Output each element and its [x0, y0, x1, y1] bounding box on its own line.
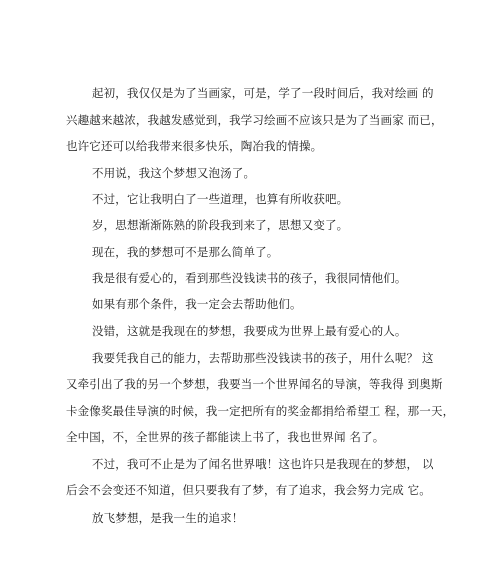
paragraph-2: 不用说，我这个梦想又泡汤了。 [92, 166, 256, 180]
paragraph-4: 岁，思想渐渐陈熟的阶段我到来了，思想又变了。 [92, 218, 349, 232]
paragraph-10-line-1: 不过，我可不止是为了闻名世界哦！这也许只是我现在的梦想， 以 [92, 457, 434, 471]
paragraph-10-line-2: 后会不会变还不知道，但只要我有了梦，有了追求，我会努力完成 它。 [66, 483, 431, 497]
paragraph-5: 现在，我的梦想可不是那么简单了。 [92, 245, 279, 259]
paragraph-1-line-2: 兴趣越来越浓，我越发感觉到，我学习绘画不应该只是为了当画家 而已， [66, 113, 443, 127]
paragraph-9-line-2: 又牵引出了我的另一个梦想，我要当一个世界闻名的导演，等我得 到奥斯 [66, 377, 443, 391]
paragraph-6: 我是很有爱心的，看到那些没钱读书的孩子，我很同情他们。 [92, 271, 407, 285]
paragraph-3: 不过，它让我明白了一些道理，也算有所收获吧。 [92, 192, 349, 206]
paragraph-9-line-1: 我要凭我自己的能力，去帮助那些没钱读书的孩子，用什么呢？ 这 [92, 351, 434, 365]
paragraph-8: 没错，这就是我现在的梦想，我要成为世界上最有爱心的人。 [92, 324, 407, 338]
paragraph-7: 如果有那个条件，我一定会去帮助他们。 [92, 297, 302, 311]
paragraph-1-line-3: 也许它还可以给我带来很多快乐，陶冶我的情操。 [66, 139, 323, 153]
paragraph-9-line-3: 卡金像奖最佳导演的时候，我一定把所有的奖金都捐给希望工 程，那一天， [66, 404, 455, 418]
paragraph-1-line-1: 起初，我仅仅是为了当画家，可是，学了一段时间后，我对绘画 的 [92, 86, 434, 100]
paragraph-11: 放飞梦想，是我一生的追求！ [92, 511, 244, 525]
paragraph-9-line-4: 全中国，不，全世界的孩子都能读上书了，我也世界闻 名了。 [66, 430, 385, 444]
